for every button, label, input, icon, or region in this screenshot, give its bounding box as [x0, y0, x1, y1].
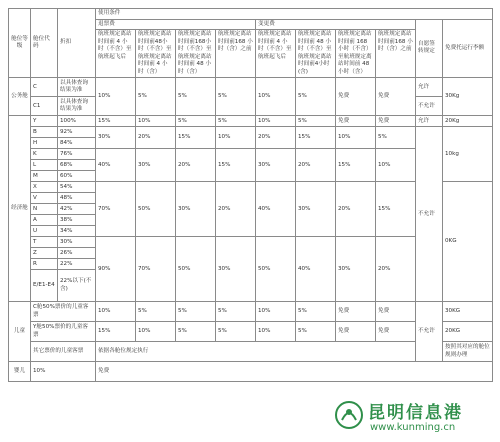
endorse-value: 不允许	[416, 127, 443, 302]
discount-value: 76%	[58, 149, 96, 160]
endorse-value: 不允许	[416, 97, 443, 116]
discount-value: 48%	[58, 193, 96, 204]
fee-cell: 70%	[96, 182, 136, 237]
fee-cell: 10%	[336, 127, 376, 149]
child-other-fare: 其它票价的儿童客票	[31, 342, 96, 362]
child-c-fare: C舱50%票价的儿童客票	[31, 302, 96, 322]
fee-cell: 20%	[336, 182, 376, 237]
baggage-value: 30KG	[443, 302, 493, 322]
fee-cell: 5%	[296, 116, 336, 127]
header-cabin-class: 舱位等级	[9, 9, 31, 78]
change-col-4: 航班规定离站时间前168 小时（含）之前	[376, 30, 416, 78]
fee-cell: 70%	[136, 237, 176, 302]
fee-cell: 5%	[216, 116, 256, 127]
fee-cell: 10%	[136, 322, 176, 342]
fee-cell: 30%	[296, 182, 336, 237]
fee-cell: 10%	[136, 116, 176, 127]
fee-cell: 50%	[136, 182, 176, 237]
fee-cell: 10%	[256, 322, 296, 342]
cabin-code: T	[31, 237, 58, 248]
change-col-3: 航班规定离站时间前 168 小时（不含）至航班规定离站时间前 48 小时（含）	[336, 30, 376, 78]
watermark-title: 昆明信息港	[368, 403, 463, 423]
fee-cell: 5%	[296, 322, 336, 342]
refund-col-3: 航班规定离站时间前168小时（不含）至航班规定离站时间前 48 小时（含）	[176, 30, 216, 78]
refund-col-1: 航班规定离站时间前 4 小 时（不含）至航班起飞后	[96, 30, 136, 78]
watermark	[334, 398, 494, 436]
cabin-code: B	[31, 127, 58, 138]
baggage-value: 0KG	[443, 182, 493, 302]
fee-cell: 20%	[136, 127, 176, 149]
fee-cell: 5%	[296, 302, 336, 322]
discount-value: 22%	[58, 259, 96, 270]
fee-cell: 5%	[216, 322, 256, 342]
fee-cell: 20%	[296, 149, 336, 182]
fee-cell: 30%	[216, 237, 256, 302]
watermark-url: www.kunming.cn	[370, 422, 456, 433]
fee-cell: 40%	[256, 182, 296, 237]
economy-class-label: 经济舱	[9, 116, 31, 302]
fee-cell: 10%	[256, 116, 296, 127]
fee-cell: 10%	[96, 78, 136, 116]
fee-cell: 5%	[176, 322, 216, 342]
discount-value: 38%	[58, 215, 96, 226]
fee-cell: 15%	[336, 149, 376, 182]
cabin-code: X	[31, 182, 58, 193]
fee-cell: 20%	[376, 237, 416, 302]
fee-cell: 15%	[296, 127, 336, 149]
infant-label: 婴儿	[9, 362, 31, 382]
fee-cell: 10%	[96, 302, 136, 322]
endorse-value: 允许	[416, 78, 443, 97]
fee-cell: 10%	[216, 127, 256, 149]
header-change: 变更费	[256, 19, 416, 30]
baggage-value: 30Kg	[443, 78, 493, 116]
fee-cell: 20%	[176, 149, 216, 182]
discount-value: 以具体查询结果为准	[58, 97, 96, 116]
cabin-code: Z	[31, 248, 58, 259]
fee-cell: 15%	[216, 149, 256, 182]
fee-cell: 40%	[296, 237, 336, 302]
fee-cell: 免费	[376, 302, 416, 322]
fee-cell: 20%	[216, 182, 256, 237]
cabin-code: H	[31, 138, 58, 149]
baggage-value: 20KG	[443, 322, 493, 342]
infant-rule: 免费	[96, 362, 493, 382]
discount-value: 30%	[58, 237, 96, 248]
discount-value: 68%	[58, 160, 96, 171]
endorse-value: 不允许	[416, 302, 443, 362]
child-other-rule: 依据各舱位规定执行	[96, 342, 416, 362]
cabin-code: C	[31, 78, 58, 97]
infant-discount: 10%	[31, 362, 96, 382]
cabin-code: C1	[31, 97, 58, 116]
fee-cell: 30%	[256, 149, 296, 182]
fee-cell: 30%	[336, 237, 376, 302]
fee-cell: 15%	[96, 116, 136, 127]
refund-col-4: 航班规定离站时间前168 小时（含）之前	[216, 30, 256, 78]
discount-value: 26%	[58, 248, 96, 259]
fee-cell: 90%	[96, 237, 136, 302]
baggage-value: 按照其对应的舱位规则办理	[443, 342, 493, 362]
header-baggage: 免费托运行李额	[443, 19, 493, 78]
change-col-2: 航班规定离站时间前 48 小 时（不含）至航班规定离站时间前4小时(含)	[296, 30, 336, 78]
fee-cell: 10%	[256, 78, 296, 116]
discount-value: 42%	[58, 204, 96, 215]
fee-cell: 40%	[96, 149, 136, 182]
kunming-logo-icon	[334, 400, 364, 430]
header-cabin-code: 舱位代码	[31, 9, 58, 78]
discount-value: 34%	[58, 226, 96, 237]
fee-cell: 30%	[96, 127, 136, 149]
cabin-code: K	[31, 149, 58, 160]
fee-cell: 免费	[376, 116, 416, 127]
header-endorse: 自愿签转规定	[416, 19, 443, 78]
fee-cell: 5%	[176, 116, 216, 127]
fee-cell: 免费	[376, 322, 416, 342]
change-col-1: 航班规定离站时间前 4 小 时（不含）至航班起飞后	[256, 30, 296, 78]
fee-cell: 15%	[376, 182, 416, 237]
endorse-value: 允许	[416, 116, 443, 127]
baggage-value: 20Kg	[443, 116, 493, 127]
fee-cell: 5%	[296, 78, 336, 116]
cabin-code: A	[31, 215, 58, 226]
cabin-code: V	[31, 193, 58, 204]
fee-cell: 5%	[136, 78, 176, 116]
discount-value: 54%	[58, 182, 96, 193]
baggage-value: 10kg	[443, 127, 493, 182]
fee-cell: 免费	[336, 302, 376, 322]
discount-value: 84%	[58, 138, 96, 149]
fee-cell: 免费	[376, 78, 416, 116]
fee-cell: 10%	[376, 149, 416, 182]
refund-col-2: 航班规定离站时间前48小时（不含）至航班规定离站时间前 4 小时（含）	[136, 30, 176, 78]
discount-value: 22%以下(不含)	[58, 270, 96, 302]
fee-cell: 50%	[256, 237, 296, 302]
child-label: 儿童	[9, 302, 31, 362]
fee-cell: 5%	[376, 127, 416, 149]
fee-cell: 30%	[136, 149, 176, 182]
discount-value: 60%	[58, 171, 96, 182]
fee-cell: 20%	[256, 127, 296, 149]
discount-value: 100%	[58, 116, 96, 127]
fee-cell: 5%	[216, 302, 256, 322]
cabin-code: Y	[31, 116, 58, 127]
discount-value: 以具体查询结果为准	[58, 78, 96, 97]
fee-cell: 免费	[336, 322, 376, 342]
fee-cell: 30%	[176, 182, 216, 237]
discount-value: 92%	[58, 127, 96, 138]
child-y-fare: Y舱50%票价的儿童客票	[31, 322, 96, 342]
header-conditions: 使用条件	[96, 9, 493, 20]
cabin-code: M	[31, 171, 58, 182]
fee-cell: 15%	[176, 127, 216, 149]
fee-cell: 15%	[96, 322, 136, 342]
cabin-code: N	[31, 204, 58, 215]
fee-cell: 50%	[176, 237, 216, 302]
fare-rules-table	[8, 8, 493, 382]
fee-cell: 5%	[216, 78, 256, 116]
fee-cell: 5%	[176, 78, 216, 116]
business-class-label: 公务舱	[9, 78, 31, 116]
cabin-code: E/E1-E4	[31, 270, 58, 302]
fee-cell: 免费	[336, 116, 376, 127]
header-discount: 折扣	[58, 9, 96, 78]
fee-cell: 10%	[256, 302, 296, 322]
header-refund: 退票费	[96, 19, 256, 30]
cabin-code: R	[31, 259, 58, 270]
cabin-code: L	[31, 160, 58, 171]
fee-cell: 5%	[136, 302, 176, 322]
fee-cell: 5%	[176, 302, 216, 322]
fee-cell: 免费	[336, 78, 376, 116]
cabin-code: U	[31, 226, 58, 237]
